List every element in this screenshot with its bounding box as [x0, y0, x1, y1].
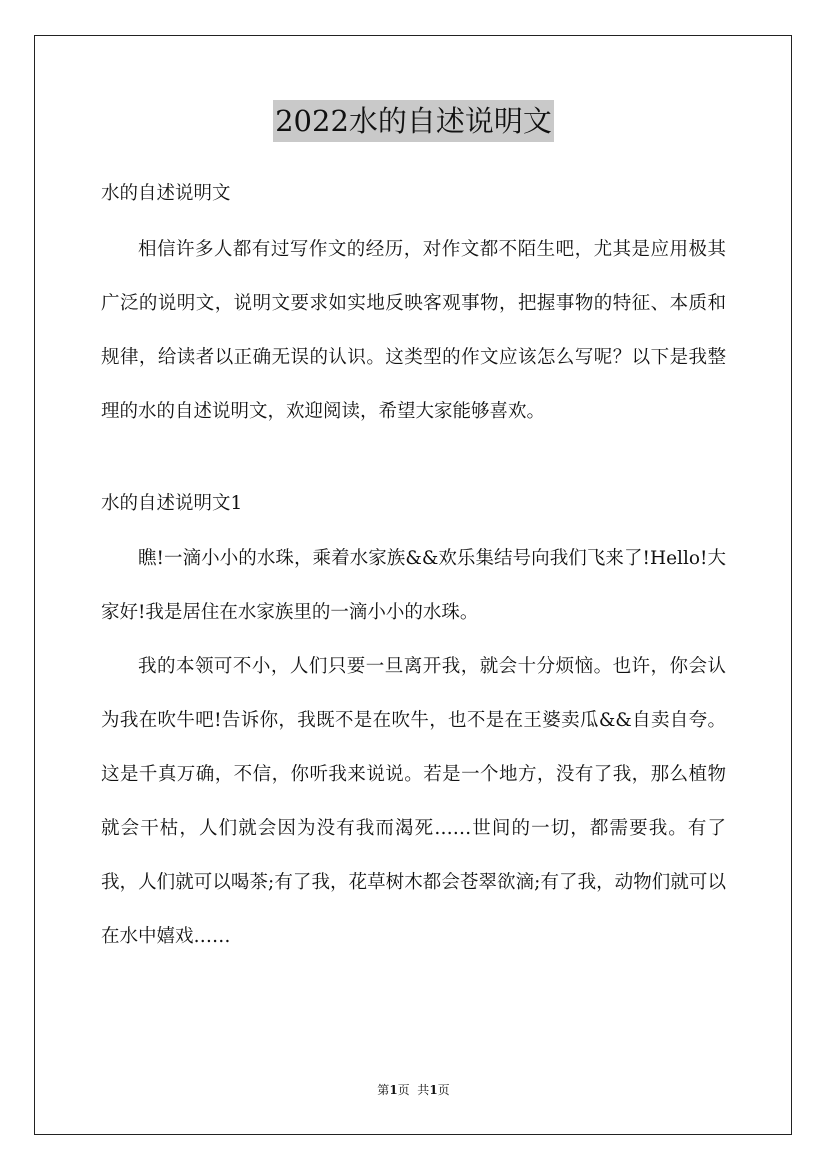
- section1-paragraph-2: 我的本领可不小，人们只要一旦离开我，就会十分烦恼。也许，你会认为我在吹牛吧!告诉你，我既不是在吹牛，也不是在王婆卖瓜&&自卖自夸。这是千真万确，不信，你听我来说说。若是一个地方，没有了我，那么植物就会干枯，人们就会因为没有我而渴死……世间的一切，都需要我。有了我，人们就可以喝茶;有了我，花草树木都会苍翠欲滴;有了我，动物们就可以在水中嬉戏……: [101, 656, 726, 947]
- document-body: [101, 176, 726, 964]
- section-gap: [101, 439, 726, 486]
- footer-page-total: 1: [429, 1083, 438, 1097]
- footer-page-number: 1: [389, 1083, 398, 1097]
- intro-paragraph: 相信许多人都有过写作文的经历，对作文都不陌生吧，尤其是应用极其广泛的说明文，说明文要求如实地反映客观事物，把握事物的特征、本质和规律，给读者以正确无误的认识。这类型的作文应该怎么写呢？以下是我整理的水的自述说明文，欢迎阅读，希望大家能够喜欢。: [101, 239, 726, 422]
- page-footer: [0, 1082, 827, 1098]
- document-title: 2022水的自述说明文: [273, 100, 554, 142]
- footer-mid: 页 共: [397, 1083, 430, 1097]
- intro-heading: 水的自述说明文: [101, 183, 231, 204]
- section1-paragraph-1: 瞧!一滴小小的水珠，乘着水家族&&欢乐集结号向我们飞来了!Hello!大家好!我是居住在水家族里的一滴小小的水珠。: [101, 548, 726, 623]
- section1-heading: 水的自述说明文1: [101, 493, 243, 514]
- title-container: [0, 100, 827, 142]
- footer-prefix: 第: [377, 1083, 390, 1097]
- footer-suffix: 页: [437, 1083, 450, 1097]
